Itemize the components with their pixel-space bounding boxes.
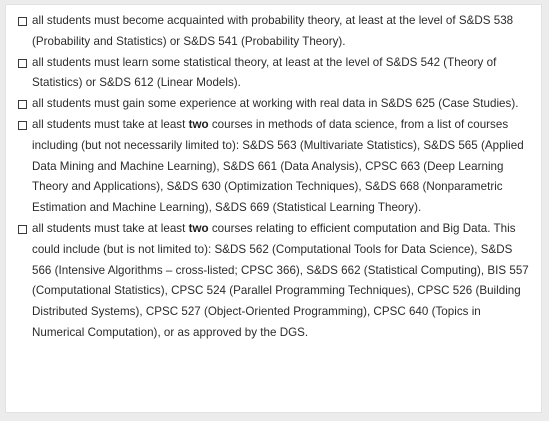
requirement-text-pre: all students must learn some statistical theory, at least at the level of S&DS 542 (Theory of Statistics) or S&DS 612 (Linear Models).	[32, 55, 497, 90]
checkbox-icon	[18, 59, 27, 68]
requirement-text-pre: all students must take at least	[32, 117, 189, 131]
requirements-list	[6, 5, 541, 344]
checkbox-icon	[18, 225, 27, 234]
requirement-text-pre: all students must take at least	[32, 221, 189, 235]
requirement-text-pre: all students must gain some experience at working with real data in S&DS 625 (Case Studies).	[32, 97, 519, 111]
requirement-text-post: courses in methods of data science, from a list of courses including (but not necessarily limited to): S&DS 563 (Multivariate Statistics), S&DS 565 (Applied Data Mining and Machine Learning), S&DS 661 (Data Analysis), CPSC 663 (Deep Learning Theory and Applications), S&DS 630 (Optimization Techniques), S&DS 668 (Nonparametric Estimation and Machine Learning), S&DS 669 (Statistical Learning Theory).	[32, 117, 524, 215]
requirements-card	[5, 4, 542, 413]
requirement-item-data-science-methods	[32, 115, 531, 219]
checkbox-icon	[18, 100, 27, 109]
requirement-text-post: courses relating to efficient computation and Big Data. This could include (but is not limited to): S&DS 562 (Computational Tools for Data Science), S&DS 566 (Intensive Algorithms – cross-listed; CPSC 366), S&DS 662 (Statistical Computing), BIS 557 (Computational Statistics), CPSC 524 (Parallel Programming Techniques), CPSC 526 (Building Distributed Systems), CPSC 527 (Object-Oriented Programming), CPSC 640 (Topics in Numerical Computation), or as approved by the DGS.	[32, 221, 529, 339]
checkbox-icon	[18, 121, 27, 130]
requirement-item-real-data	[32, 94, 531, 115]
requirement-emphasis: two	[188, 117, 209, 131]
requirement-text-pre: all students must become acquainted with probability theory, at least at the level of S&DS 538 (Probability and Statistics) or S&DS 541 (Probability Theory).	[32, 14, 514, 48]
requirement-item-statistical-theory	[32, 53, 531, 95]
requirement-emphasis: two	[188, 221, 209, 235]
requirement-item-computation-big-data	[32, 219, 531, 344]
requirement-item-probability	[32, 11, 531, 53]
checkbox-icon	[18, 17, 27, 26]
